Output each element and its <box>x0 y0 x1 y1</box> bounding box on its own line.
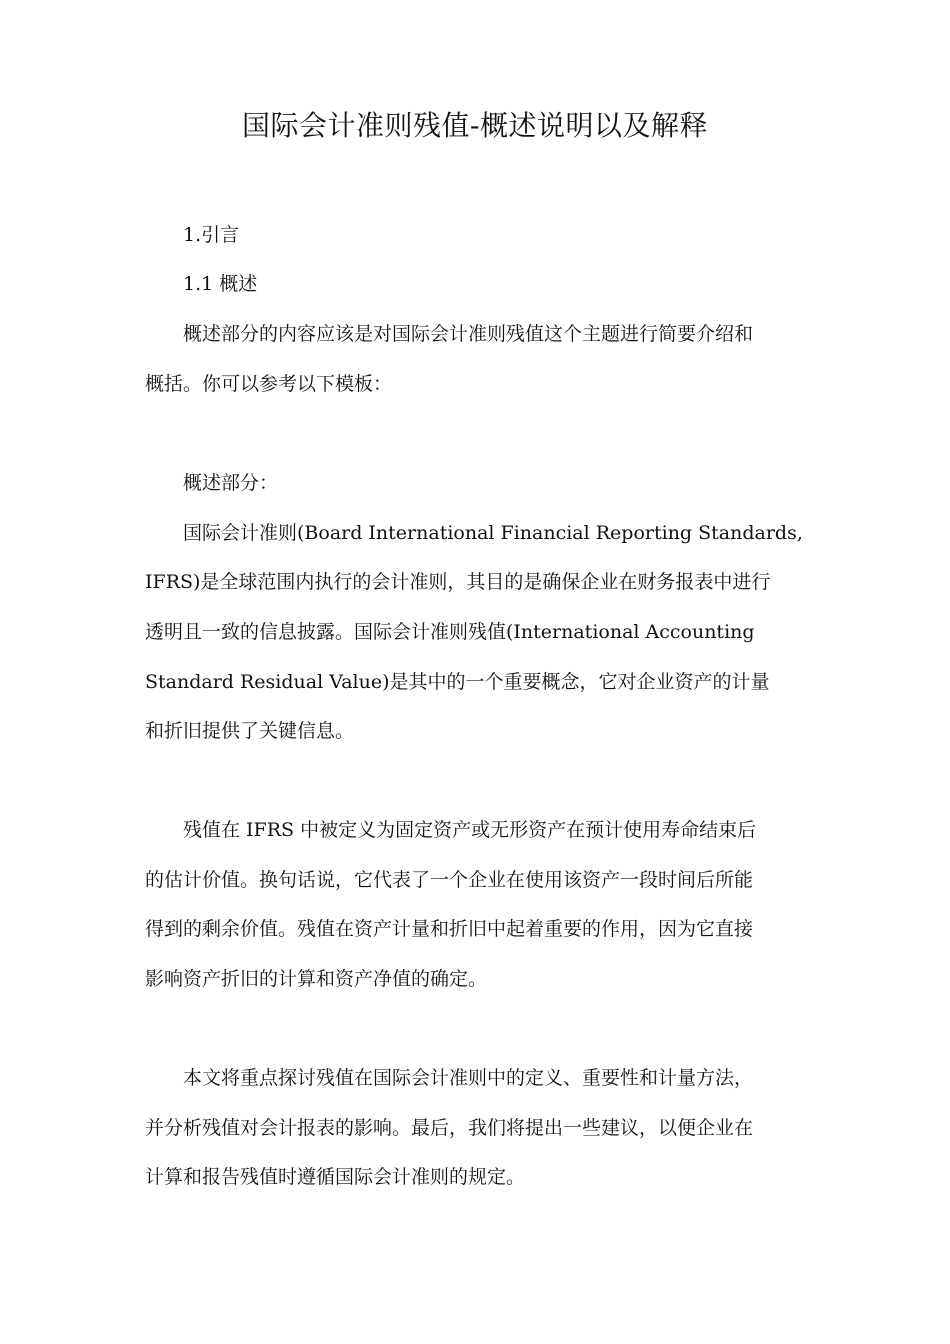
paragraph-line: 残值在 IFRS 中被定义为固定资产或无形资产在预计使用寿命结束后 <box>183 819 757 841</box>
paragraph-line: 并分析残值对会计报表的影响。最后，我们将提出一些建议，以便企业在 <box>145 1117 754 1139</box>
paragraph-line: 本文将重点探讨残值在国际会计准则中的定义、重要性和计量方法， <box>183 1067 754 1089</box>
paragraph-line: 国际会计准则(Board International Financial Reporting Standards, <box>183 522 803 544</box>
section-heading-overview: 1.1 概述 <box>183 273 258 295</box>
section-heading-intro: 1.引言 <box>183 224 240 246</box>
paragraph-line: 得到的剩余价值。残值在资产计量和折旧中起着重要的作用，因为它直接 <box>145 918 754 940</box>
paragraph-line: 概述部分的内容应该是对国际会计准则残值这个主题进行简要介绍和 <box>183 323 754 345</box>
paragraph-line: Standard Residual Value)是其中的一个重要概念，它对企业资产的计量 <box>145 671 770 693</box>
paragraph-line: 概括。你可以参考以下模板： <box>145 373 393 395</box>
paragraph-line: 计算和报告残值时遵循国际会计准则的规定。 <box>145 1166 526 1188</box>
paragraph-line: IFRS)是全球范围内执行的会计准则，其目的是确保企业在财务报表中进行 <box>145 571 771 593</box>
document-title: 国际会计准则残值-概述说明以及解释 <box>242 109 708 142</box>
paragraph-line: 概述部分： <box>183 472 279 494</box>
paragraph-line: 和折旧提供了关键信息。 <box>145 720 355 742</box>
paragraph-line: 影响资产折旧的计算和资产净值的确定。 <box>145 968 488 990</box>
paragraph-line: 的估计价值。换句话说，它代表了一个企业在使用该资产一段时间后所能 <box>145 869 754 891</box>
paragraph-line: 透明且一致的信息披露。国际会计准则残值(International Accounting <box>145 621 755 643</box>
